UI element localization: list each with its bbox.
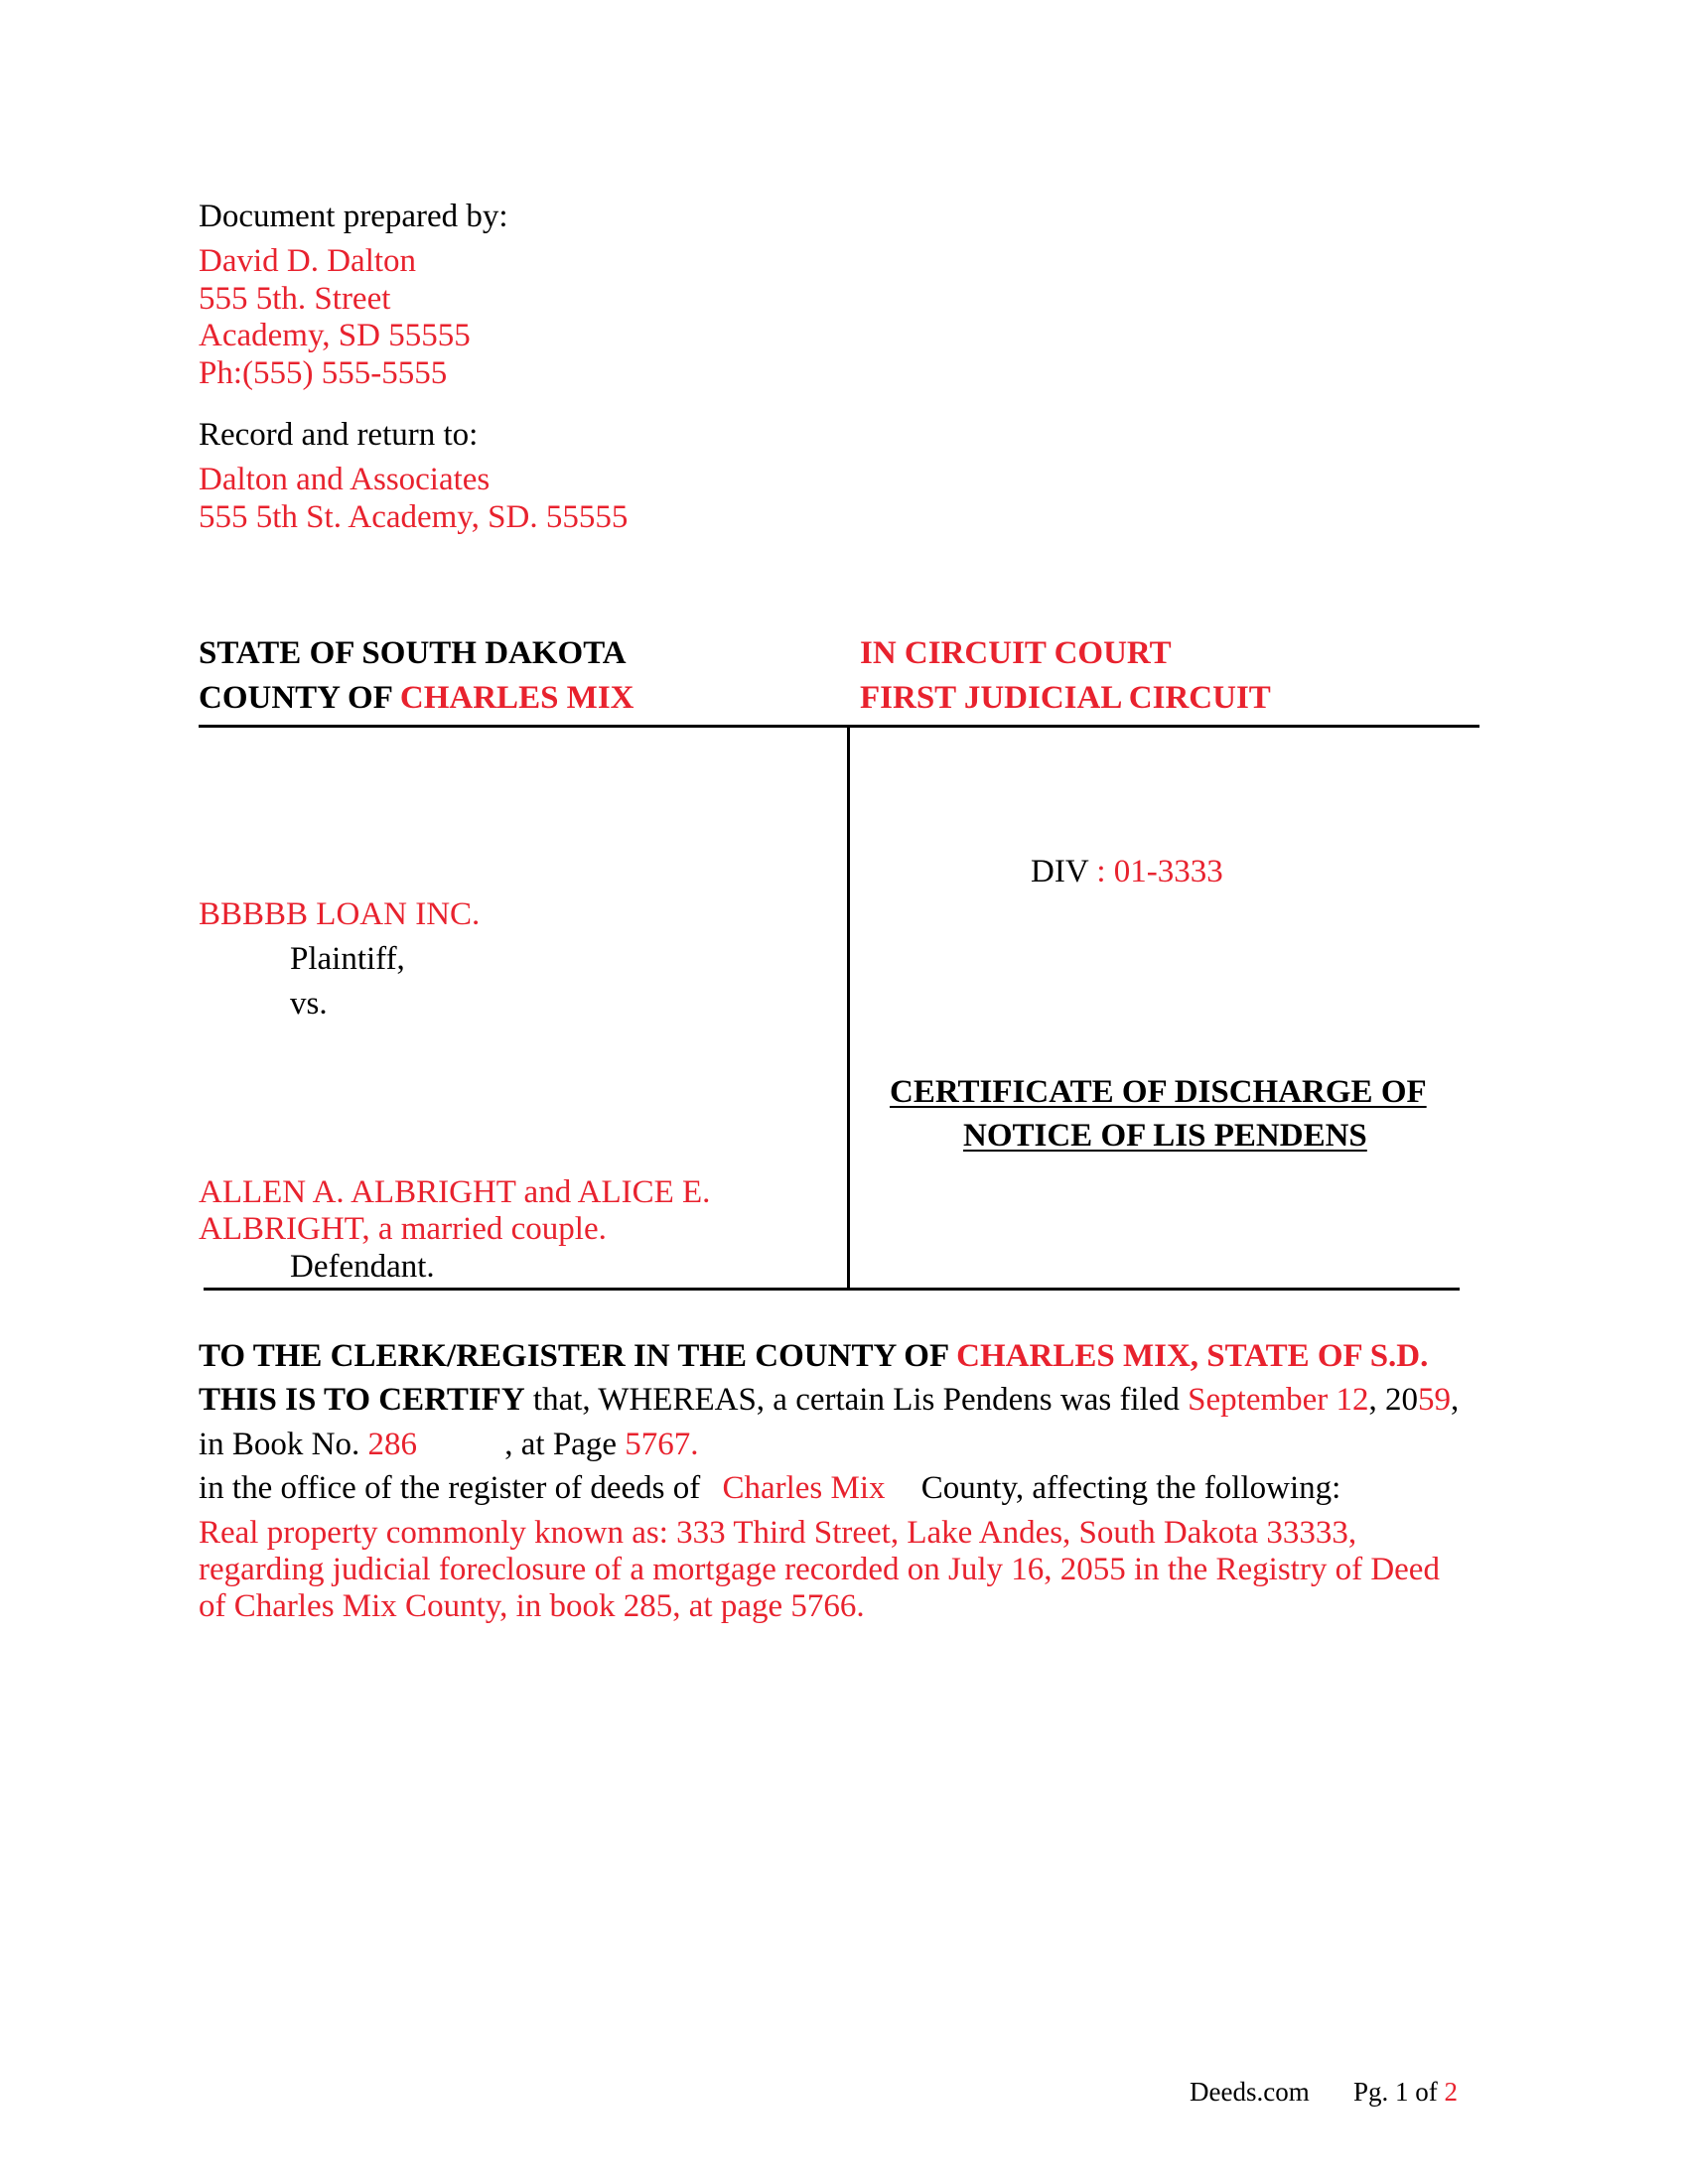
county-prefix: COUNTY OF (199, 680, 392, 716)
office-line (199, 1470, 1340, 1507)
versus-label: vs. (290, 986, 328, 1022)
defendant-label: Defendant. (290, 1249, 435, 1285)
return-to-label: Record and return to: (199, 417, 479, 453)
footer-page (1353, 2077, 1458, 2108)
county-heading (199, 680, 634, 717)
circuit-heading: FIRST JUDICIAL CIRCUIT (860, 680, 1271, 716)
book-number: 286 (367, 1427, 418, 1462)
defendant-line2: ALBRIGHT, a married couple. (199, 1211, 607, 1247)
page-label: , at Page (504, 1427, 617, 1462)
preparer-phone: Ph:(555) 555-5555 (199, 355, 448, 391)
office-county: Charles Mix (722, 1470, 886, 1506)
div-label: DIV (1031, 854, 1089, 889)
property-line3: of Charles Mix County, in book 285, at page 5766. (199, 1588, 865, 1624)
footer-total-pages: 2 (1444, 2077, 1459, 2107)
book-label: in Book No. (199, 1427, 360, 1462)
preparer-city: Academy, SD 55555 (199, 318, 471, 353)
page-number: 5767. (625, 1427, 699, 1462)
clerk-address-line (199, 1338, 1428, 1375)
office-text: in the office of the register of deeds of (199, 1470, 701, 1506)
property-line2: regarding judicial foreclosure of a mortgage recorded on July 16, 2055 in the Registry of Deed (199, 1552, 1440, 1587)
plaintiff-label: Plaintiff, (290, 941, 405, 977)
return-to-name: Dalton and Associates (199, 462, 491, 497)
property-line1: Real property commonly known as: 333 Third Street, Lake Andes, South Dakota 33333, (199, 1515, 1357, 1551)
certify-text: that, WHEREAS, a certain Lis Pendens was filed (532, 1382, 1180, 1418)
div-number (1031, 854, 1223, 890)
caption-divider (847, 727, 850, 1289)
preparer-street: 555 5th. Street (199, 281, 391, 317)
caption-bottom-rule (204, 1288, 1460, 1291)
defendant-line1: ALLEN A. ALBRIGHT and ALICE E. (199, 1174, 711, 1210)
filed-date: September 12 (1188, 1382, 1369, 1418)
div-value: : 01-3333 (1096, 854, 1223, 889)
court-heading: IN CIRCUIT COURT (860, 635, 1172, 671)
footer-page-label: Pg. 1 of (1353, 2077, 1438, 2107)
year-prefix: , 20 (1368, 1382, 1419, 1418)
to-clerk-text: TO THE CLERK/REGISTER IN THE COUNTY OF (199, 1338, 948, 1374)
state-heading: STATE OF SOUTH DAKOTA (199, 635, 627, 671)
county-name: CHARLES MIX (399, 680, 634, 716)
plaintiff-name: BBBBB LOAN INC. (199, 896, 481, 932)
return-to-address: 555 5th St. Academy, SD. 55555 (199, 499, 629, 535)
certify-bold: THIS IS TO CERTIFY (199, 1382, 525, 1418)
certify-line (199, 1382, 1459, 1419)
book-line (199, 1427, 698, 1463)
year-suffix: 59 (1418, 1382, 1452, 1418)
to-clerk-county: CHARLES MIX, STATE OF S.D. (956, 1338, 1429, 1374)
preparer-name: David D. Dalton (199, 243, 417, 279)
year-comma: , (1451, 1382, 1460, 1418)
document-title-line1: CERTIFICATE OF DISCHARGE OF (890, 1074, 1427, 1110)
affecting-text: County, affecting the following: (920, 1470, 1341, 1506)
document-title-line2: NOTICE OF LIS PENDENS (963, 1118, 1367, 1154)
caption-top-rule (199, 725, 1479, 728)
footer-site: Deeds.com (1190, 2077, 1310, 2107)
prepared-by-label: Document prepared by: (199, 199, 508, 234)
